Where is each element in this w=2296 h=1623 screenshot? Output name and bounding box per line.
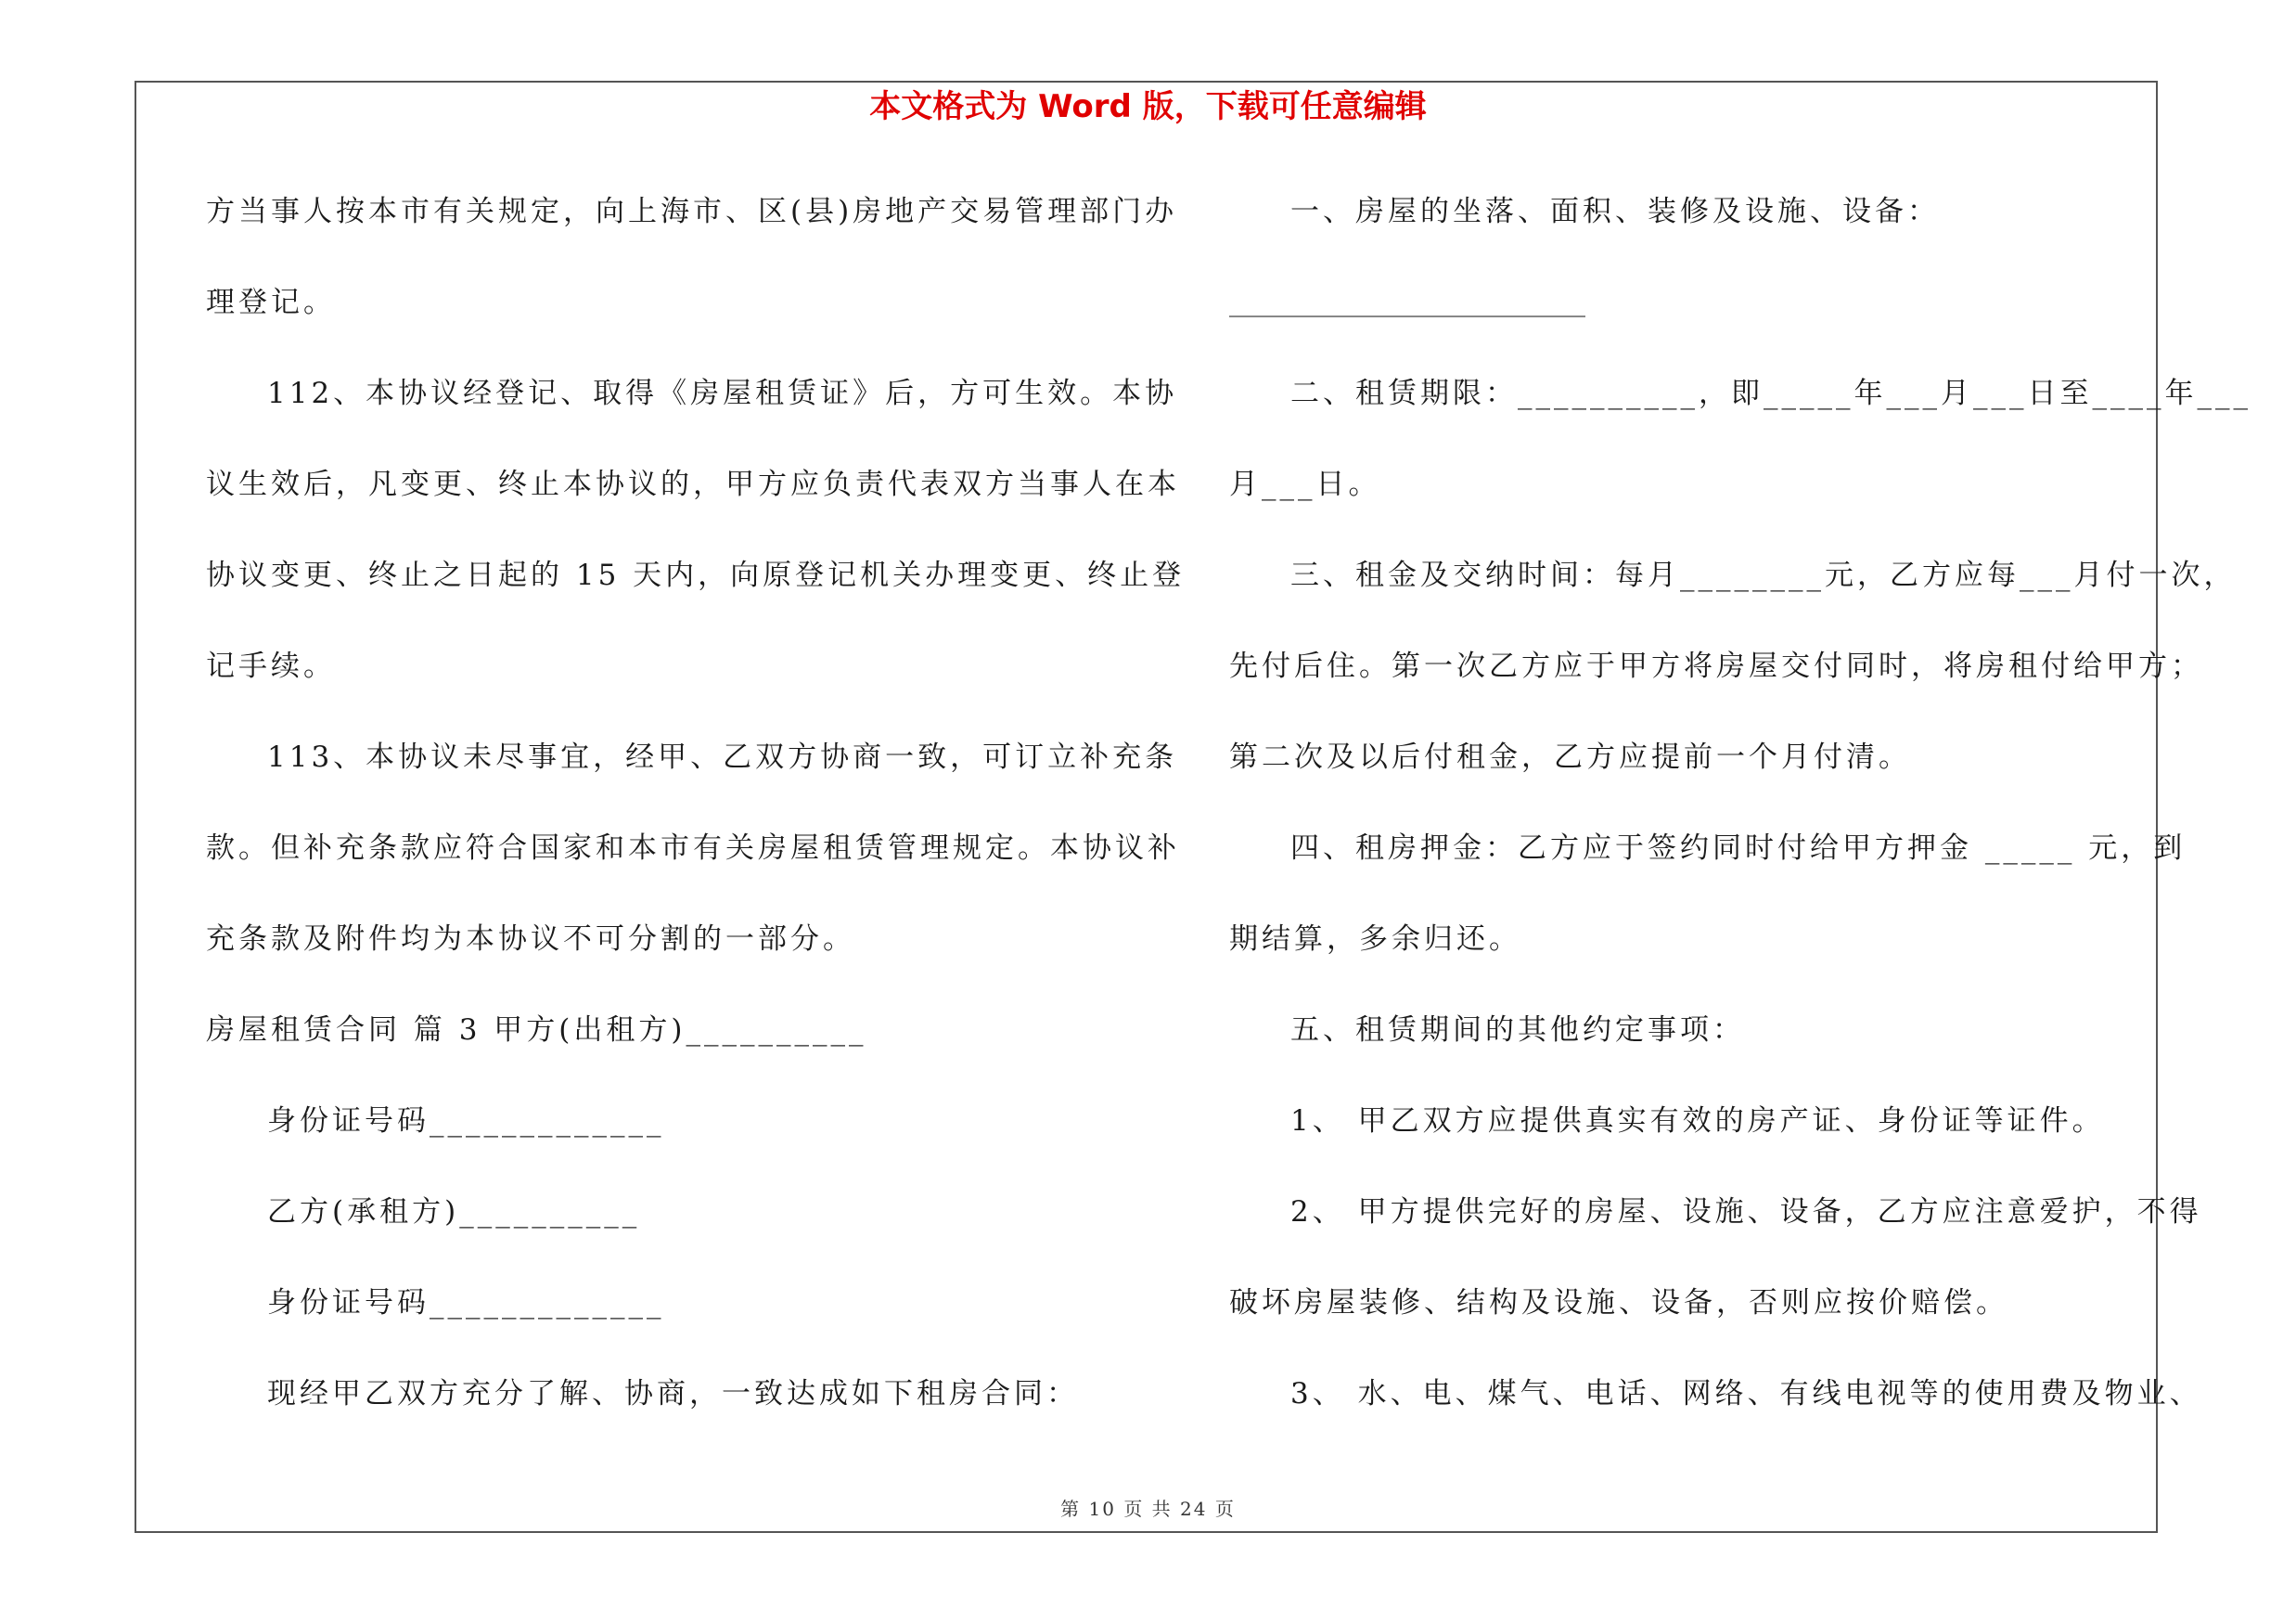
paragraph-line: 三、租金及交纳时间：每月________元，乙方应每___月付一次， [1290,559,2237,592]
section-heading: 房屋租赁合同 篇 3 甲方(出租方)__________ [206,1013,867,1047]
paragraph-line: 第二次及以后付租金，乙方应提前一个月付清。 [1229,741,1911,774]
paragraph-line: 充条款及附件均为本协议不可分割的一部分。 [206,922,855,956]
paragraph-line: 身份证号码_____________ [267,1286,665,1320]
page-number: 第 10 页 共 24 页 [1060,1498,1236,1520]
paragraph-line: 一、房屋的坐落、面积、装修及设施、设备： [1290,195,1940,228]
paragraph-line: 方当事人按本市有关规定，向上海市、区(县)房地产交易管理部门办 [206,195,1178,228]
paragraph-line: 四、租房押金：乙方应于签约同时付给甲方押金 _____ 元，到 [1290,831,2187,865]
paragraph-line: 身份证号码_____________ [267,1104,665,1138]
paragraph-line: 1、 甲乙双方应提供真实有效的房产证、身份证等证件。 [1290,1104,2105,1138]
paragraph-line: 112、本协议经登记、取得《房屋租赁证》后，方可生效。本协 [267,377,1178,410]
paragraph-line: 2、 甲方提供完好的房屋、设施、设备，乙方应注意爱护，不得 [1290,1195,2202,1229]
paragraph-line: 二、租赁期限：__________，即_____年___月___日至____年___ [1290,377,2251,410]
paragraph-line: 3、 水、电、煤气、电话、网络、有线电视等的使用费及物业、 [1290,1377,2202,1410]
paragraph-line: 乙方(承租方)__________ [267,1195,641,1229]
paragraph-line: 款。但补充条款应符合国家和本市有关房屋租赁管理规定。本协议补 [206,831,1180,865]
paragraph-line: 破坏房屋装修、结构及设施、设备，否则应按价赔偿。 [1229,1286,2008,1320]
paragraph-line: 协议变更、终止之日起的 15 天内，向原登记机关办理变更、终止登 [206,559,1186,592]
fill-in-blank [1229,316,1585,317]
paragraph-line: 现经甲乙双方充分了解、协商，一致达成如下租房合同： [267,1377,1079,1410]
paragraph-line: 五、租赁期间的其他约定事项： [1290,1013,1745,1047]
paragraph-line: 记手续。 [206,650,336,683]
paragraph-line: 先付后住。第一次乙方应于甲方将房屋交付同时，将房租付给甲方； [1229,650,2203,683]
paragraph-line: 议生效后，凡变更、终止本协议的，甲方应负责代表双方当事人在本 [206,468,1180,501]
paragraph-line: 月___日。 [1229,468,1381,501]
paragraph-line: 期结算，多余归还。 [1229,922,1521,956]
paragraph-line: 理登记。 [206,286,336,319]
format-banner: 本文格式为 Word 版，下载可任意编辑 [869,88,1427,125]
paragraph-line: 113、本协议未尽事宜，经甲、乙双方协商一致，可订立补充条 [267,741,1178,774]
